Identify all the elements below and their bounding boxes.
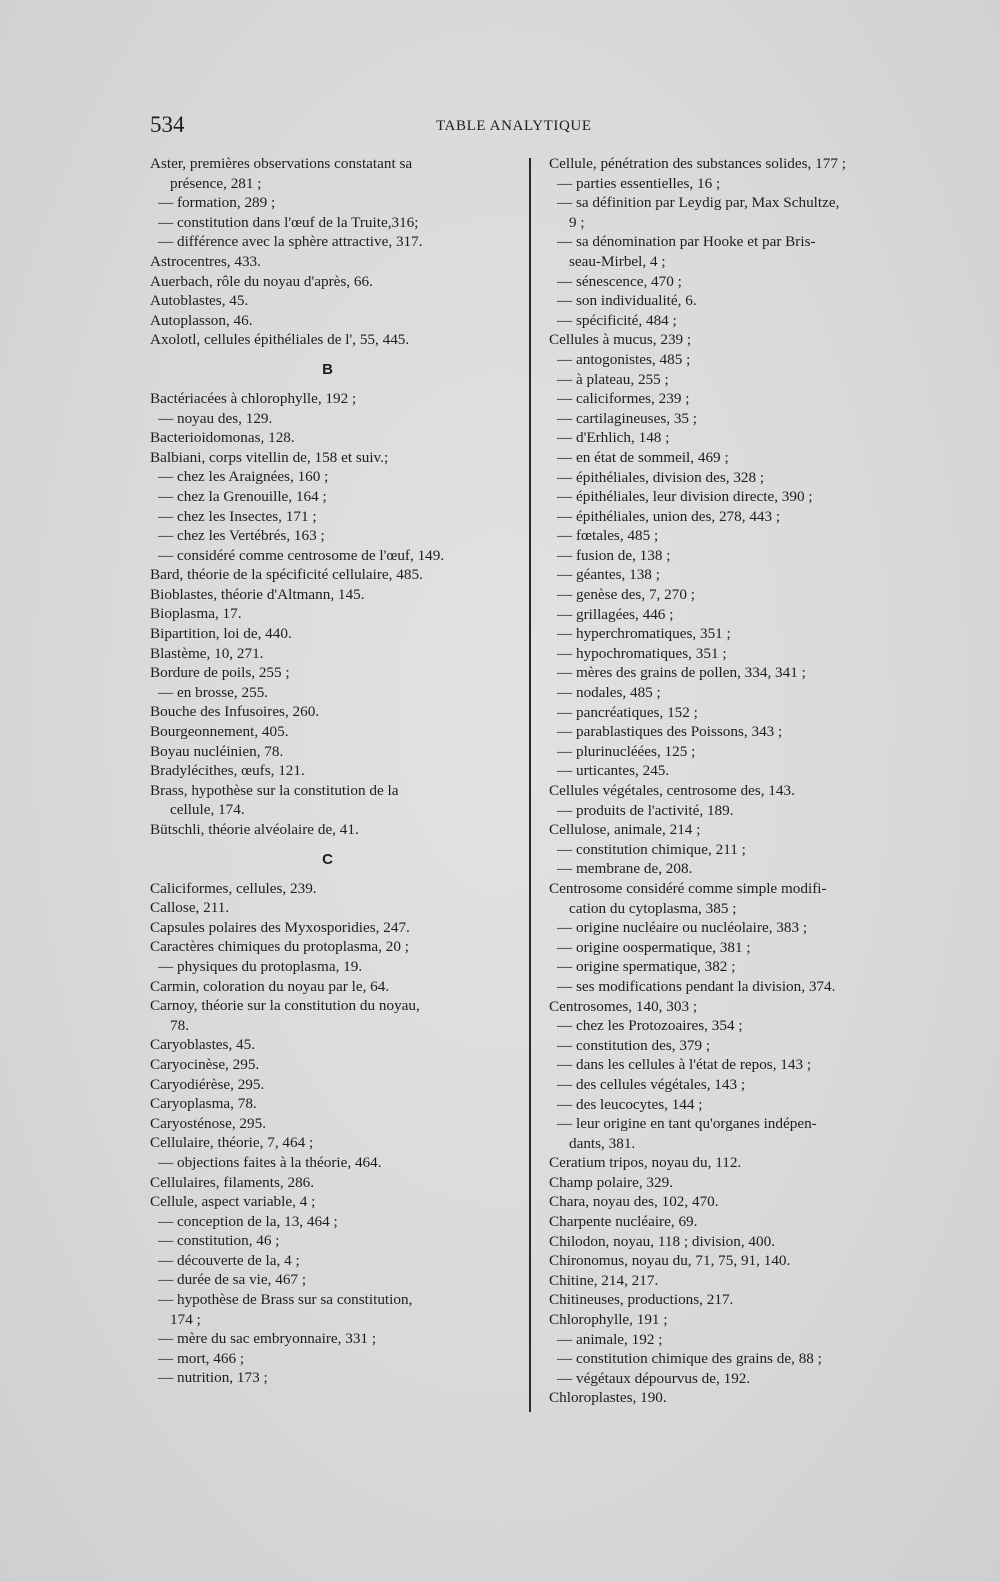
section-letter-heading: C bbox=[322, 850, 333, 868]
running-title: TABLE ANALYTIQUE bbox=[436, 118, 592, 134]
index-subentry: — chez les Protozoaires, 354 ; bbox=[557, 1017, 743, 1035]
index-entry: Autoblastes, 45. bbox=[150, 292, 249, 310]
index-entry: Chitine, 214, 217. bbox=[549, 1271, 659, 1289]
index-entry: Chilodon, noyau, 118 ; division, 400. bbox=[549, 1232, 775, 1250]
index-entry: Bouche des Infusoires, 260. bbox=[150, 703, 320, 721]
index-subentry: — des leucocytes, 144 ; bbox=[557, 1095, 703, 1113]
index-subentry: — chez les Insectes, 171 ; bbox=[158, 507, 317, 525]
index-subentry: — animale, 192 ; bbox=[557, 1330, 663, 1348]
index-subentry: — d'Erhlich, 148 ; bbox=[557, 429, 670, 447]
index-entry-continuation: 78. bbox=[170, 1016, 189, 1034]
index-subentry: — hypochromatiques, 351 ; bbox=[557, 644, 727, 662]
index-subentry: — hypothèse de Brass sur sa constitution, bbox=[158, 1291, 413, 1309]
index-entry: Caryoblastes, 45. bbox=[150, 1036, 256, 1054]
index-subentry: — antogonistes, 485 ; bbox=[557, 350, 691, 368]
index-subentry: — physiques du protoplasma, 19. bbox=[158, 957, 363, 975]
index-subentry: — sa définition par Leydig par, Max Schultze, bbox=[557, 194, 840, 212]
index-entry: Autoplasson, 46. bbox=[150, 311, 253, 329]
index-entry: Callose, 211. bbox=[150, 899, 230, 917]
index-subentry: — objections faites à la théorie, 464. bbox=[158, 1153, 382, 1171]
index-entry-continuation: seau-Mirbel, 4 ; bbox=[569, 252, 666, 270]
index-subentry: — son individualité, 6. bbox=[557, 292, 697, 310]
index-subentry: — caliciformes, 239 ; bbox=[557, 390, 690, 408]
index-subentry: — en brosse, 255. bbox=[158, 683, 269, 701]
index-entry: Cellule, pénétration des substances solides, 177 ; bbox=[549, 155, 846, 172]
index-subentry: — épithéliales, leur division directe, 390 ; bbox=[557, 488, 813, 506]
index-subentry: — constitution chimique des grains de, 88 ; bbox=[557, 1350, 822, 1368]
index-column-right bbox=[549, 154, 907, 1408]
index-entry: Caryoplasma, 78. bbox=[150, 1095, 257, 1113]
index-subentry: — végétaux dépourvus de, 192. bbox=[557, 1369, 751, 1387]
index-subentry: — en état de sommeil, 469 ; bbox=[557, 448, 729, 466]
index-subentry: — dans les cellules à l'état de repos, 143 ; bbox=[557, 1056, 812, 1074]
index-entry: Caryodiérèse, 295. bbox=[150, 1075, 265, 1093]
index-subentry: — à plateau, 255 ; bbox=[557, 370, 669, 388]
index-subentry: — découverte de la, 4 ; bbox=[158, 1251, 300, 1269]
index-entry: Caryosténose, 295. bbox=[150, 1114, 266, 1132]
index-subentry: — membrane de, 208. bbox=[557, 860, 693, 878]
index-subentry: — chez les Araignées, 160 ; bbox=[158, 468, 329, 486]
index-entry: Champ polaire, 329. bbox=[549, 1173, 674, 1191]
index-subentry: — mères des grains de pollen, 334, 341 ; bbox=[557, 664, 806, 682]
index-subentry: — origine spermatique, 382 ; bbox=[557, 958, 736, 976]
index-entry: Brass, hypothèse sur la constitution de la bbox=[150, 781, 399, 799]
index-subentry: — constitution chimique, 211 ; bbox=[557, 840, 746, 858]
index-subentry: — sa dénomination par Hooke et par Bris- bbox=[557, 233, 816, 251]
index-entry: Chitineuses, productions, 217. bbox=[549, 1291, 734, 1309]
index-entry: Caractères chimiques du protoplasma, 20 ; bbox=[150, 938, 409, 956]
index-entry: Caliciformes, cellules, 239. bbox=[150, 879, 317, 897]
index-subentry: — plurinucléées, 125 ; bbox=[557, 742, 696, 760]
index-subentry: — leur origine en tant qu'organes indépen- bbox=[557, 1115, 817, 1133]
index-entry-continuation: 9 ; bbox=[569, 213, 585, 231]
index-subentry: — spécificité, 484 ; bbox=[557, 311, 677, 329]
index-entry: Centrosomes, 140, 303 ; bbox=[549, 997, 698, 1015]
index-entry: Chara, noyau des, 102, 470. bbox=[549, 1193, 719, 1211]
index-subentry: — constitution des, 379 ; bbox=[557, 1036, 711, 1054]
index-subentry: — sénescence, 470 ; bbox=[557, 272, 682, 290]
index-entry: Cellules végétales, centrosome des, 143. bbox=[549, 782, 795, 799]
index-entry: Cellules à mucus, 239 ; bbox=[549, 331, 692, 349]
index-subentry: — noyau des, 129. bbox=[158, 409, 273, 427]
index-subentry: — ses modifications pendant la division, 374. bbox=[557, 977, 836, 995]
index-entry: Cellulose, animale, 214 ; bbox=[549, 821, 701, 839]
index-entry: Carnoy, théorie sur la constitution du noyau, bbox=[150, 997, 420, 1015]
index-entry: Astrocentres, 433. bbox=[150, 252, 261, 270]
index-subentry: — constitution dans l'œuf de la Truite,316; bbox=[158, 213, 419, 231]
index-entry: Bioplasma, 17. bbox=[150, 605, 242, 623]
index-entry-continuation: cation du cytoplasma, 385 ; bbox=[569, 899, 737, 917]
index-subentry: — origine nucléaire ou nucléolaire, 383 ; bbox=[557, 919, 808, 937]
index-subentry: — épithéliales, division des, 328 ; bbox=[557, 468, 765, 486]
index-entry: Balbiani, corps vitellin de, 158 et suiv.; bbox=[150, 448, 389, 466]
index-subentry: — produits de l'activité, 189. bbox=[557, 801, 734, 819]
index-entry: Cellulaire, théorie, 7, 464 ; bbox=[150, 1134, 314, 1152]
index-entry: Boyau nucléinien, 78. bbox=[150, 742, 284, 760]
page-number: 534 bbox=[150, 112, 185, 137]
index-subentry: — nodales, 485 ; bbox=[557, 684, 661, 702]
index-entry: Capsules polaires des Myxosporidies, 247. bbox=[150, 918, 410, 936]
index-entry: Bipartition, loi de, 440. bbox=[150, 625, 292, 643]
index-subentry: — formation, 289 ; bbox=[158, 194, 276, 212]
index-entry: Centrosome considéré comme simple modifi- bbox=[549, 879, 827, 897]
index-subentry: — différence avec la sphère attractive, 317. bbox=[158, 233, 423, 251]
index-entry: Bactériacées à chlorophylle, 192 ; bbox=[150, 389, 357, 407]
index-entry: Auerbach, rôle du noyau d'après, 66. bbox=[150, 272, 373, 290]
index-subentry: — hyperchromatiques, 351 ; bbox=[557, 625, 731, 643]
index-entry: Chlorophylle, 191 ; bbox=[549, 1311, 668, 1329]
index-subentry: — chez les Vertébrés, 163 ; bbox=[158, 527, 325, 545]
index-subentry: — géantes, 138 ; bbox=[557, 566, 660, 584]
index-entry-continuation: présence, 281 ; bbox=[170, 174, 262, 192]
index-entry: Bordure de poils, 255 ; bbox=[150, 664, 290, 682]
index-subentry: — fusion de, 138 ; bbox=[557, 546, 671, 564]
index-subentry: — durée de sa vie, 467 ; bbox=[158, 1271, 307, 1289]
section-letter-heading: B bbox=[322, 360, 333, 378]
index-entry: Bard, théorie de la spécificité cellulaire, 485. bbox=[150, 566, 423, 584]
index-entry: Blastème, 10, 271. bbox=[150, 644, 264, 662]
index-entry-continuation: cellule, 174. bbox=[170, 801, 245, 819]
index-entry-continuation: dants, 381. bbox=[569, 1134, 636, 1152]
index-entry: Carmin, coloration du noyau par le, 64. bbox=[150, 977, 390, 995]
index-subentry: — chez la Grenouille, 164 ; bbox=[158, 487, 327, 505]
index-subentry: — genèse des, 7, 270 ; bbox=[557, 586, 695, 604]
index-subentry: — nutrition, 173 ; bbox=[158, 1369, 268, 1387]
index-entry: Aster, premières observations constatant sa bbox=[150, 155, 413, 172]
column-divider bbox=[529, 158, 531, 1412]
index-subentry: — parties essentielles, 16 ; bbox=[557, 174, 721, 192]
index-subentry: — urticantes, 245. bbox=[557, 762, 670, 780]
index-subentry: — conception de la, 13, 464 ; bbox=[158, 1212, 338, 1230]
index-subentry: — cartilagineuses, 35 ; bbox=[557, 409, 698, 427]
index-subentry: — pancréatiques, 152 ; bbox=[557, 703, 698, 721]
index-subentry: — origine oospermatique, 381 ; bbox=[557, 938, 751, 956]
index-entry: Chloroplastes, 190. bbox=[549, 1389, 667, 1407]
index-subentry: — des cellules végétales, 143 ; bbox=[557, 1075, 746, 1093]
index-entry: Cellulaires, filaments, 286. bbox=[150, 1173, 315, 1191]
index-subentry: — mère du sac embryonnaire, 331 ; bbox=[158, 1330, 377, 1348]
index-entry: Axolotl, cellules épithéliales de l', 55, 445. bbox=[150, 331, 410, 349]
index-entry: Bioblastes, théorie d'Altmann, 145. bbox=[150, 585, 365, 603]
index-subentry: — mort, 466 ; bbox=[158, 1349, 245, 1367]
index-entry: Chironomus, noyau du, 71, 75, 91, 140. bbox=[549, 1252, 791, 1270]
index-column-left bbox=[150, 154, 505, 1388]
index-entry: Bütschli, théorie alvéolaire de, 41. bbox=[150, 821, 359, 838]
index-subentry: — parablastiques des Poissons, 343 ; bbox=[557, 723, 783, 741]
index-entry-continuation: 174 ; bbox=[170, 1310, 201, 1328]
index-subentry: — épithéliales, union des, 278, 443 ; bbox=[557, 507, 781, 525]
index-subentry: — fœtales, 485 ; bbox=[557, 527, 659, 545]
index-subentry: — constitution, 46 ; bbox=[158, 1232, 280, 1250]
index-entry: Ceratium tripos, noyau du, 112. bbox=[549, 1154, 742, 1172]
index-subentry: — grillagées, 446 ; bbox=[557, 605, 674, 623]
index-entry: Bacterioidomonas, 128. bbox=[150, 429, 295, 447]
index-entry: Bourgeonnement, 405. bbox=[150, 723, 289, 741]
index-subentry: — considéré comme centrosome de l'œuf, 149. bbox=[158, 546, 445, 564]
index-entry: Charpente nucléaire, 69. bbox=[549, 1213, 698, 1231]
index-entry: Caryocinèse, 295. bbox=[150, 1055, 260, 1073]
index-entry: Bradylécithes, œufs, 121. bbox=[150, 762, 305, 780]
index-entry: Cellule, aspect variable, 4 ; bbox=[150, 1193, 316, 1211]
